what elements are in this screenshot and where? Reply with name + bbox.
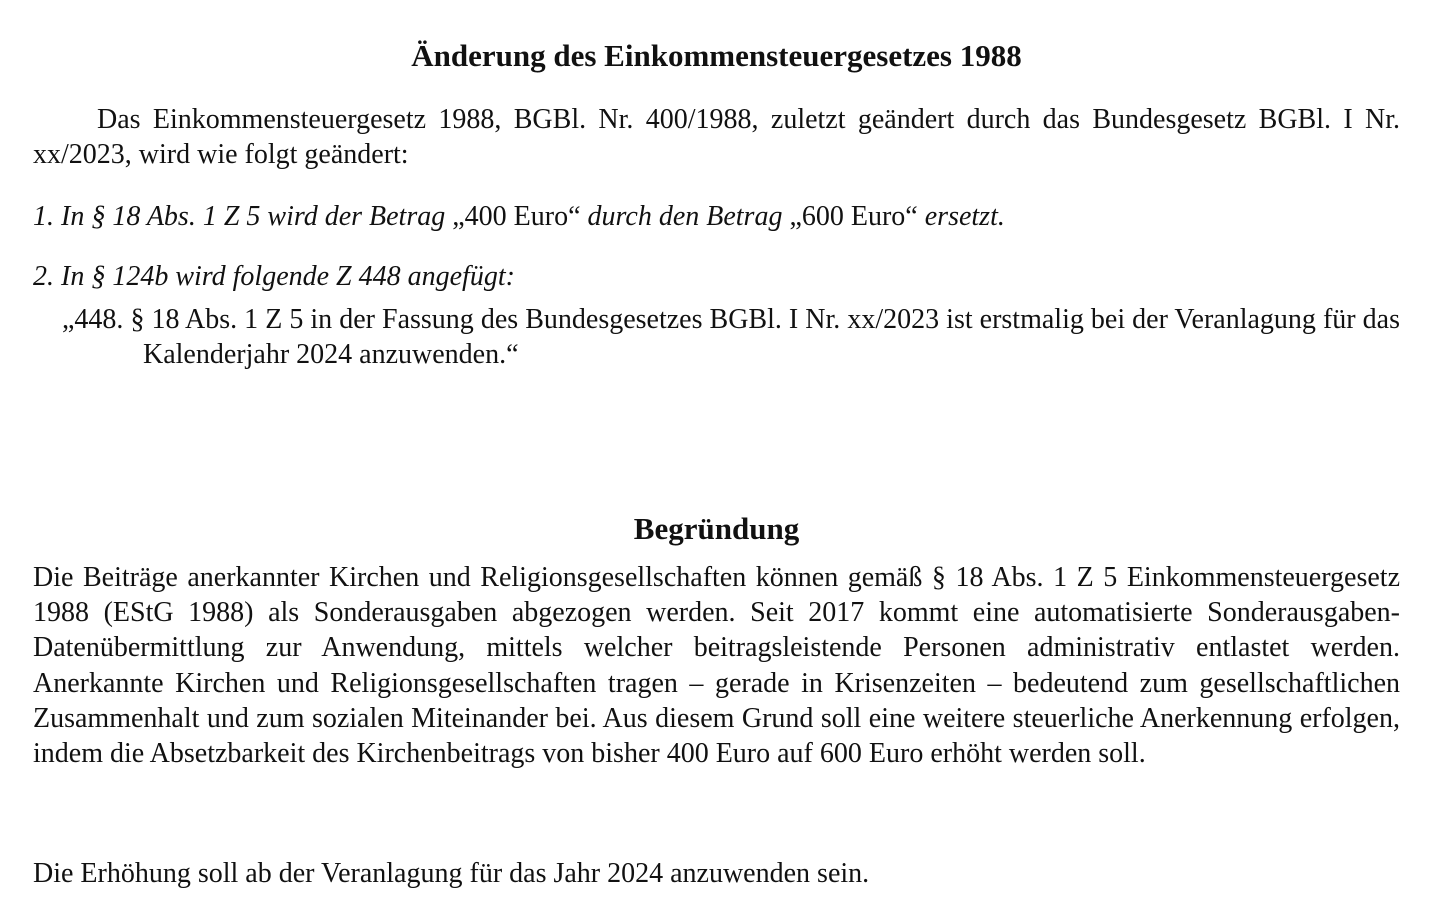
reason-heading: Begründung <box>633 511 800 546</box>
intro-paragraph: Das Einkommensteuergesetz 1988, BGBl. Nr. 400/1988, zuletzt geändert durch das Bundesgesetz BGBl. I Nr. xx/2023, wird wie folgt geändert: <box>33 104 1400 170</box>
document-page <box>33 0 1400 906</box>
document-title: Änderung des Einkommensteuergesetzes 1988 <box>411 38 1022 73</box>
reason-paragraph: Die Beiträge anerkannter Kirchen und Religionsgesellschaften können gemäß § 18 Abs. 1 Z 5 Einkommensteuergesetz 1988 (EStG 1988) als Sonderausgaben abgezogen werden. Seit 2017 kommt eine automatisierte Sonderausgaben-Datenübermittlung zur Anwendung, mittels welcher beitragsleistende Personen administrativ entlastet werden. Anerkannte Kirchen und Religionsgesellschaften tragen – gerade in Krisenzeiten – bedeutend zum gesellschaftlichen Zusammenhalt und zum sozialen Miteinander bei. Aus diesem Grund soll eine weitere steuerliche Anerkennung erfolgen, indem die Absetzbarkeit des Kirchenbeitrags von bisher 400 Euro auf 600 Euro erhöht werden soll. <box>33 562 1400 770</box>
item1-new-amount: „600 Euro“ <box>789 201 918 232</box>
item1-old-amount: „400 Euro“ <box>452 201 581 232</box>
final-paragraph: Die Erhöhung soll ab der Veranlagung für das Jahr 2024 anzuwenden sein. <box>33 858 870 889</box>
inserted-provision-448: „448. § 18 Abs. 1 Z 5 in der Fassung des Bundesgesetzes BGBl. I Nr. xx/2023 ist erstmalig bei der Veranlagung für das Kalenderjahr 2024 anzuwenden.“ <box>62 304 1400 370</box>
item1-part2: durch den Betrag <box>580 201 790 232</box>
amendment-item-1 <box>33 199 1400 234</box>
item1-part1: 1. In § 18 Abs. 1 Z 5 wird der Betrag <box>33 201 453 232</box>
item1-part3: ersetzt. <box>917 201 1005 232</box>
amendment-item-2: 2. In § 124b wird folgende Z 448 angefügt: <box>33 261 515 292</box>
